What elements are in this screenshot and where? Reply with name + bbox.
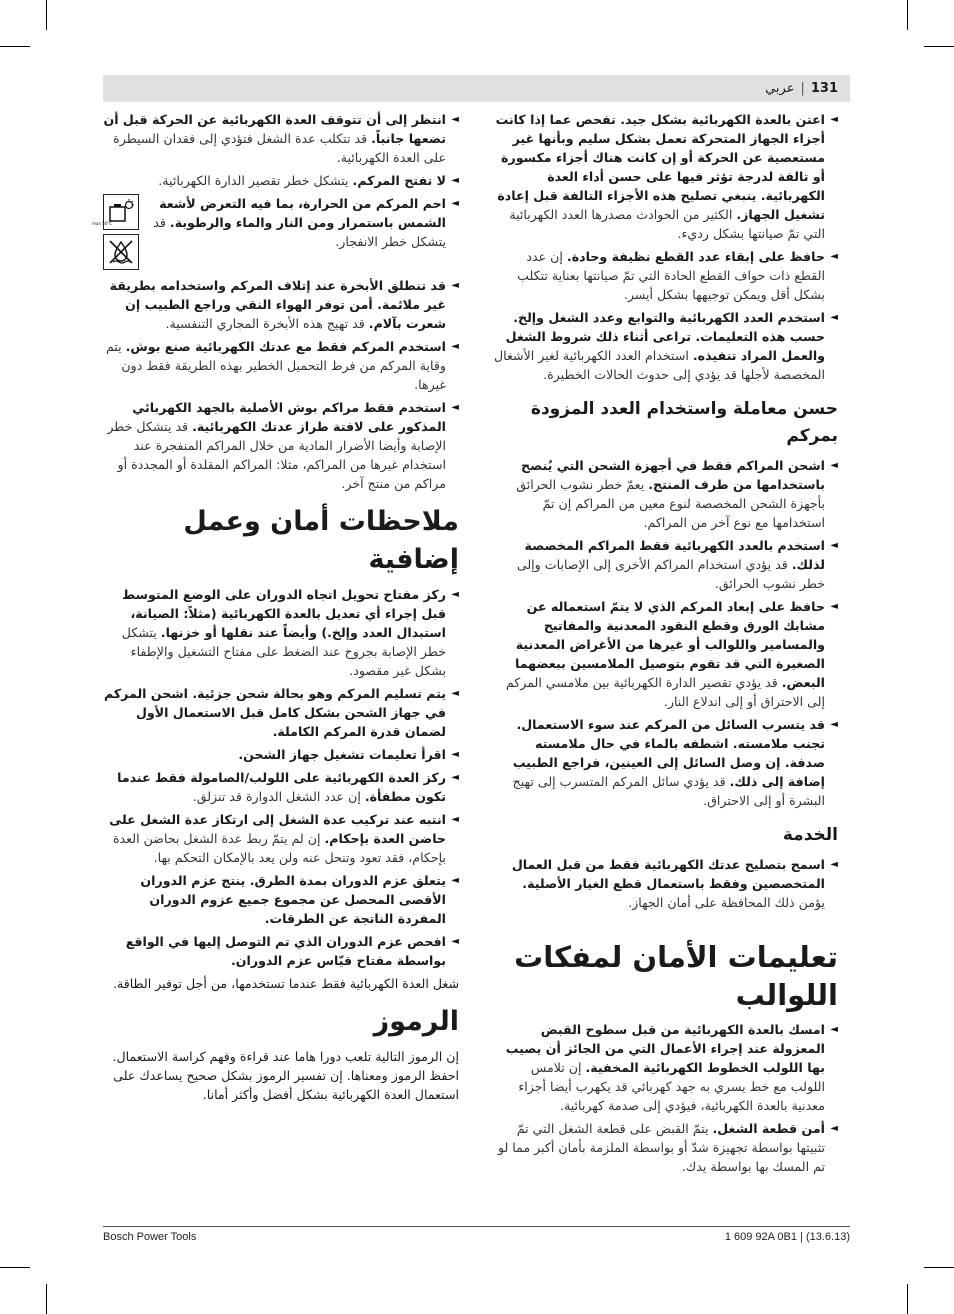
- page-header: [103, 75, 850, 102]
- symbols-heading: الرموز: [373, 1006, 459, 1037]
- item-bold-text: ركز العدة الكهربائية على اللولب/الصامولة فقط عندما تكون مطفأة.: [117, 770, 446, 804]
- item-body-text: الكثير من الحوادث مصدرها العدد الكهربائية التي تمّ صيانتها بشكل رديء.: [509, 207, 825, 241]
- list-item: [493, 456, 838, 532]
- general-care-list: [493, 110, 838, 384]
- header-language: عربي: [765, 81, 795, 96]
- heat-warning-bold: احم المركم من الحرارة، بما فيه التعرض لأشعة الشمس باستمرار ومن النار والماء والرطوبة.: [159, 196, 446, 230]
- item-bold-text: أمن قطعة الشغل.: [712, 1121, 825, 1136]
- heat-warning-text: قد يتشكل خطر الانفجار.: [153, 215, 446, 249]
- crop-mark-left-top: [0, 46, 30, 47]
- item-body-text: إن عدد القطع ذات حواف القطع الحادة التي تمّ صيانتها بعناية تتكلب بشكل أقل ويمكن توجيهها بشكل أيسر.: [517, 249, 825, 302]
- item-bold-text: يتم تسليم المركم وهو بحالة شحن جزئية. اشحن المركم في جهاز الشحن بشكل كامل قبل الاستعمال الأول لضمان قدرة المركم الكاملة.: [103, 686, 446, 739]
- item-body-text: قد يؤدي تقصير الدارة الكهربائية بين ملامسي المركم إلى الاحتراق أو إلى اندلاع النار.: [505, 675, 825, 709]
- item-bold-text: قد يتسرب السائل من المركم عند سوء الاستعمال. تجنب ملامسته. اشطفه بالماء في حال ملامسته صدفة. إن وصل السائل إلى العينين، فراجع الطبيب إضافة إلى ذلك.: [512, 717, 825, 789]
- service-heading: الخدمة: [782, 825, 838, 845]
- battery-list: [493, 456, 838, 810]
- battery-care-list: [103, 110, 459, 190]
- item-body-text: استخدام العدد الكهربائية لغير الأشغال المخصصة لأجلها قد يؤدي إلى حدوث الحالات الخطيرة.: [493, 348, 825, 382]
- item-body-text: إن لم يتمّ ربط عدة الشغل بحاضن العدة بإحكام، فقد تعود وتنحل عنه ولن يعد بالإمكان التحكم بها.: [112, 831, 446, 865]
- battery-heat-sun-icon: [92, 194, 139, 230]
- item-bold-text: انتبه عند تركيب عدة الشغل إلى ارتكاز عدة الشغل على حاضن العدة بإحكام.: [109, 812, 446, 846]
- list-item: [493, 1020, 838, 1115]
- crop-mark-right-bottom: [924, 1267, 954, 1268]
- crop-mark-right-top: [924, 46, 954, 47]
- list-item-heat-text: [147, 194, 459, 266]
- screwdriver-list: [493, 1020, 838, 1176]
- warning-icons: [92, 194, 139, 270]
- list-item: [493, 247, 838, 304]
- crop-mark-bottom-right: [907, 1284, 908, 1314]
- item-body-text: يتمّ القبض على قطعة الشغل التي تمّ تثبيتها بواسطة تجهيزة شدّ أو بواسطة الملزمة بأمان أكبر مما لو تم المسك بها بواسطة يدك.: [497, 1121, 825, 1174]
- item-body-text: قد يؤدي استخدام المراكم الأخرى إلى الإصابات وإلى خطر نشوب الحرائق.: [516, 557, 825, 591]
- energy-saving-note: شغل العدة الكهربائية فقط عندما تستخدمها، من أجل توفير الطاقة.: [112, 976, 459, 991]
- list-item: [493, 110, 838, 243]
- list-item: [103, 276, 459, 333]
- crop-mark-bottom-left: [46, 1284, 47, 1314]
- left-column: [92, 110, 459, 1108]
- list-item: [103, 871, 459, 928]
- item-body-text: إن عدد الشغل الدوارة قد تنزلق.: [192, 789, 365, 804]
- list-item: [103, 810, 459, 867]
- item-bold-text: ركز مفتاح تحويل اتجاه الدوران على الوضع المتوسط قبل إجراء أي تعديل بالعدة الكهربائية (مثلاً: الصيانة، استبدال العدد وإلخ.) وأيضاً عند نقلها أو خزنها.: [122, 587, 446, 640]
- item-bold-text: لا تفتح المركم.: [352, 173, 446, 188]
- item-body-text: قد يتشكل خطر الإصابة وأيضا الأضرار المادية من خلال المراكم المنفجرة عند استخدام غيرها من المراكم، مثلا: المراكم المقلدة أو المجددة أو مراكم من منتج آخر.: [107, 419, 446, 491]
- crop-mark-top-left: [46, 0, 47, 30]
- list-item: [103, 684, 459, 741]
- list-item: [493, 597, 838, 711]
- list-item: [493, 536, 838, 593]
- item-body-text: يؤمن ذلك المحافظة على أمان الجهاز.: [628, 895, 825, 910]
- item-bold-text: استخدم بالعدد الكهربائية فقط المراكم المخصصة لذلك.: [524, 538, 825, 572]
- item-bold-text: استخدم المركم فقط مع عدتك الكهربائية صنع بوش.: [125, 339, 446, 354]
- item-bold-text: امسك بالعدة الكهربائية من قبل سطوح القبض المعزولة عند إجراء الأعمال التي من الجائز أن يصيب بها اللولب الخطوط الكهربائية المخفية.: [505, 1022, 825, 1075]
- list-item: [493, 1119, 838, 1176]
- item-body-text: قد يؤدي سائل المركم المتسرب إلى تهيج البشرة أو إلى الاحتراق.: [512, 774, 825, 808]
- item-bold-text: استخدم العدد الكهربائية والتوابع وعدد الشغل وإلخ. حسب هذه التعليمات. تراعى أثناء ذلك شروط الشغل والعمل المراد تنفيذه.: [505, 310, 825, 363]
- list-item: [103, 585, 459, 680]
- battery-usage-list: [103, 276, 459, 493]
- footer-brand: Bosch Power Tools: [103, 1231, 197, 1243]
- item-body-text: قد تتكلب عدة الشغل فتؤدي إلى فقدان السيطرة على العدة الكهربائية.: [113, 131, 446, 165]
- item-bold-text: حافظ على إبعاد المركم الذي لا يتمّ استعماله عن مشابك الورق وقطع النقود المعدنية والمفاتيح والمسامير واللوالب أو غيرها من الأغراض المعدنية الصغيرة التي قد تقوم بتوصيل الملامسين ببعضهما البعض.: [515, 599, 825, 690]
- item-body-text: يعمّ خطر نشوب الحرائق بأجهزة الشحن المخصصة لنوع معين من المراكم إن تمّ استخدامها مع نوع آخر من المراكم.: [516, 477, 825, 530]
- header-separator: |: [800, 81, 805, 96]
- list-item-heat-warning: [92, 194, 459, 270]
- footer-rule: [103, 1226, 850, 1227]
- list-item: [103, 337, 459, 394]
- list-item: [493, 715, 838, 810]
- list-item: [103, 110, 459, 167]
- footer-doc-ref: 1 609 92A 0B1 | (13.6.13): [724, 1231, 850, 1243]
- item-bold-text: افحص عزم الدوران الذي تم التوصل إليها في الواقع بواسطة مفتاح قيّاس عزم الدوران.: [125, 934, 446, 968]
- service-list: [493, 855, 838, 912]
- item-bold-text: اسمح بتصليح عدتك الكهربائية فقط من قبل العمال المتخصصين وفقط باستعمال قطع الغيار الأصلية.: [511, 857, 825, 891]
- item-bold-text: اعتن بالعدة الكهربائية بشكل جيد. تفحص عما إذا كانت أجزاء الجهاز المتحركة تعمل بشكل سليم وبأنها غير مستعصية عن الحركة أو إن كانت هناك أجزاء مكسورة أو تالفة لدرجة تؤثر فيها على حسن أداء العدة الكهربائية. ينبغي تصليح هذه الأجزاء التالفة قبل إعادة تشغيل الجهاز.: [495, 112, 825, 222]
- screwdriver-safety-heading: تعليمات الأمان لمفكات اللوالب: [514, 940, 838, 1012]
- item-body-text: يتم وقاية المركم من فرط التحميل الخطير بهذه الطريقة فقط دون غيرها.: [105, 339, 446, 392]
- item-body-text: قد تهيج هذه الأبخرة المجاري التنفسية.: [165, 316, 369, 331]
- list-item: [103, 745, 459, 764]
- item-bold-text: يتعلق عزم الدوران بمدة الطرق. ينتج عزم الدوران الأقصى المحصل عن مجموع جميع عزوم الدوران المفردة الناتجة عن الطرقات.: [140, 873, 446, 926]
- list-item: [103, 932, 459, 970]
- svg-text:max 50°C: max 50°C: [92, 221, 112, 226]
- additional-notes-list: [103, 585, 459, 970]
- item-bold-text: انتظر إلى أن تتوقف العدة الكهربائية عن الحركة قبل أن تضعها جانباً.: [103, 112, 446, 146]
- crop-mark-left-bottom: [0, 1267, 30, 1268]
- item-bold-text: قد تنطلق الأبخرة عند إتلاف المركم واستخدامه بطريقة غير ملائمة. أمن توفر الهواء النقي وراجع الطبيب إن شعرت بآلام.: [109, 278, 446, 331]
- item-body-text: يتشكل خطر تقصير الدارة الكهربائية.: [158, 173, 353, 188]
- list-item: [103, 171, 459, 190]
- list-item: [493, 855, 838, 912]
- list-item: [493, 308, 838, 384]
- item-bold-text: استخدم فقط مراكم بوش الأصلية بالجهد الكهربائي المذكور على لافتة طراز عدتك الكهربائية.: [132, 400, 446, 434]
- right-column: [493, 110, 838, 1180]
- item-bold-text: حافظ على إبقاء عدد القطع نظيفة وحادة.: [566, 249, 825, 264]
- list-item: [103, 398, 459, 493]
- no-fire-water-icon: [103, 234, 139, 270]
- page-number: 131: [810, 81, 838, 96]
- additional-notes-heading: ملاحظات أمان وعمل إضافية: [183, 506, 459, 575]
- list-item: [103, 768, 459, 806]
- item-bold-text: اشحن المراكم فقط في أجهزة الشحن التي يُنصح باستخدامها من طرف المنتج.: [521, 458, 825, 492]
- item-body-text: إن تلامس اللولب مع خط يسري به جهد كهربائي قد يكهرب أيضا أجزاء معدنية بالعدة الكهربائية، فيؤدي إلى صدمة كهربائية.: [518, 1060, 825, 1113]
- item-bold-text: اقرأ تعليمات تشغيل جهاز الشحن.: [238, 747, 446, 762]
- crop-mark-top-right: [907, 0, 908, 30]
- symbols-paragraph: إن الرموز التالية تلعب دورا هاما عند قراءة وفهم كراسة الاستعمال. احفظ الرموز ومعناها. إن تفسير الرموز بشكل صحيح يساعدك على استعمال العدة الكهربائية بشكل أفضل وأكثر أمانا.: [112, 1049, 459, 1102]
- item-body-text: يتشكل خطر الإصابة بجروح عند الضغط على مفتاح التشغيل والإطفاء بشكل غير مقصود.: [121, 625, 446, 678]
- battery-heading: حسن معاملة واستخدام العدد المزودة بمركم: [530, 399, 838, 446]
